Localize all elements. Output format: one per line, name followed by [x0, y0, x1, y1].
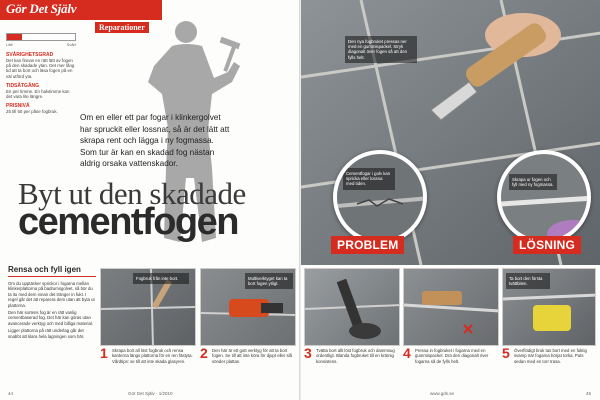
step-1-photo-note: Fogbruk från inte bort.: [133, 273, 189, 284]
step-caption-2: Den här är ett gott verktyg för att ta bort fogen. Se till att inte köra för djupt eller slå sönder plattan.: [212, 348, 293, 364]
subheading-rule: [8, 276, 96, 277]
difficulty-meter: [6, 33, 76, 41]
sidebar-text: Det kan finnas en rätt lätt av fogen på den skadade ytan. Det mer lång tid att ta bort och läsa fogen på en väl utförd yta.: [6, 58, 75, 79]
solution-closeup-circle: [497, 150, 591, 244]
sidebar-text: En per timme. En halvtimme kan det vara lite längre.: [6, 88, 70, 100]
headline-line-1: Byt ut den skadade: [18, 176, 246, 211]
section-tag: Reparationer: [95, 22, 149, 33]
step-caption-5: Överflödigt bruk tas bort med en fuktig svamp när fogarna börjat torka. Puts sedan med en torr trasa.: [514, 348, 587, 364]
lede-paragraph: Om en eller ett par fogar i klinkergolvet har spruckit eller lossnat, så är det lätt att skrapa rent och lägga i ny fogmassa. Som tur är kan en skadad fog nästan aldrig orsaka vattenskador.: [80, 113, 230, 169]
step-photo-4: [403, 268, 499, 346]
step-photo-5: [502, 268, 596, 346]
solution-note: Skrapa ur fogen och fyll med ny fogmassa.: [509, 174, 557, 190]
sidebar-heading: TIDSÅTGÅNG: [6, 82, 40, 89]
folio-left-page-number: 44: [8, 391, 14, 396]
step-2-photo-note: Multiverktyget kan ta bort fogen ytligt.: [245, 273, 293, 289]
fact-sidebar: [6, 48, 76, 114]
series-header-band: [0, 0, 162, 20]
problem-note: Cementfogar i golv kan spricka eller lossna med tiden.: [343, 168, 395, 190]
step-number-2: 2: [200, 345, 208, 361]
spread-gutter: [299, 0, 301, 400]
step-photo-3: [304, 268, 400, 346]
article-paragraph: Ligger plattorna på rätt underlag går det snabbt att klara hela lagningen som här.: [8, 328, 85, 339]
grout-float-icon: [404, 269, 499, 346]
step-caption-4: Pressa in fogbruket i fogarna med en gummispackel. Dra den diagonalt över fogarna så de fylls helt.: [415, 348, 489, 364]
difficulty-easy-label: Lätt: [6, 42, 13, 47]
step-caption-1: Skrapa bort all löst fogbruk och rensa kanterna längs plattorna för en ren fästyta. Vårdtips: se till att inte skada glasyren.: [112, 348, 193, 364]
step-photo-1: [100, 268, 196, 346]
step-caption-3: Tvätta bort allt löst fogbruk och dammsug ordentligt. Blanda fogbruket till en krämig konsistens.: [316, 348, 395, 364]
headline-line-2: cementfogen: [18, 201, 238, 243]
problem-closeup-circle: [333, 150, 427, 244]
step-number-1: 1: [100, 345, 108, 361]
vacuum-icon: [305, 269, 400, 346]
step-number-5: 5: [502, 345, 510, 361]
series-title: Gör Det Själv: [6, 1, 77, 16]
solution-label: LÖSNING: [513, 236, 581, 254]
step-photo-2: [200, 268, 296, 346]
article-paragraph: Den här sortens fog är en rätt vanlig cementbaserad fog. Det här kan göras utan avancerade verktyg och med billiga material.: [8, 310, 94, 326]
step-number-4: 4: [403, 345, 411, 361]
sidebar-heading: SVÅRIGHETSGRAD: [6, 52, 54, 58]
article-paragraph: Om du upptäcker sprickor i fogarna mellan klinkerplattorna på badrumsgolvet, så bör du ta itu med dem innan det tränger in fukt. I regel går det att reparera dem utan att byta ut plattorna.: [8, 281, 95, 308]
sidebar-text: 25 till 50 per påse fogbruk.: [6, 109, 58, 115]
folio-right-page-number: 45: [586, 391, 592, 396]
sidebar-heading: PRISNIVÅ: [6, 103, 30, 110]
step-5-photo-note: Ta bort den första tvättbiten.: [506, 273, 550, 289]
hero-callout: Den nya fogbruket pressas ner med en gummispackel. Stryk diagonalt över fogen så att den fylls helt.: [345, 36, 417, 63]
article-subheading: Rensa och fyll igen: [8, 265, 81, 274]
folio-right-site: www.gds.se: [430, 391, 455, 396]
problem-label: PROBLEM: [331, 236, 404, 254]
folio-left-issue: Gör Det Själv · 1/2010: [128, 391, 173, 396]
hero-photo: [301, 0, 600, 265]
step-number-3: 3: [304, 345, 312, 361]
difficulty-hard-label: Svårt: [66, 42, 76, 47]
article-body: [8, 281, 96, 341]
